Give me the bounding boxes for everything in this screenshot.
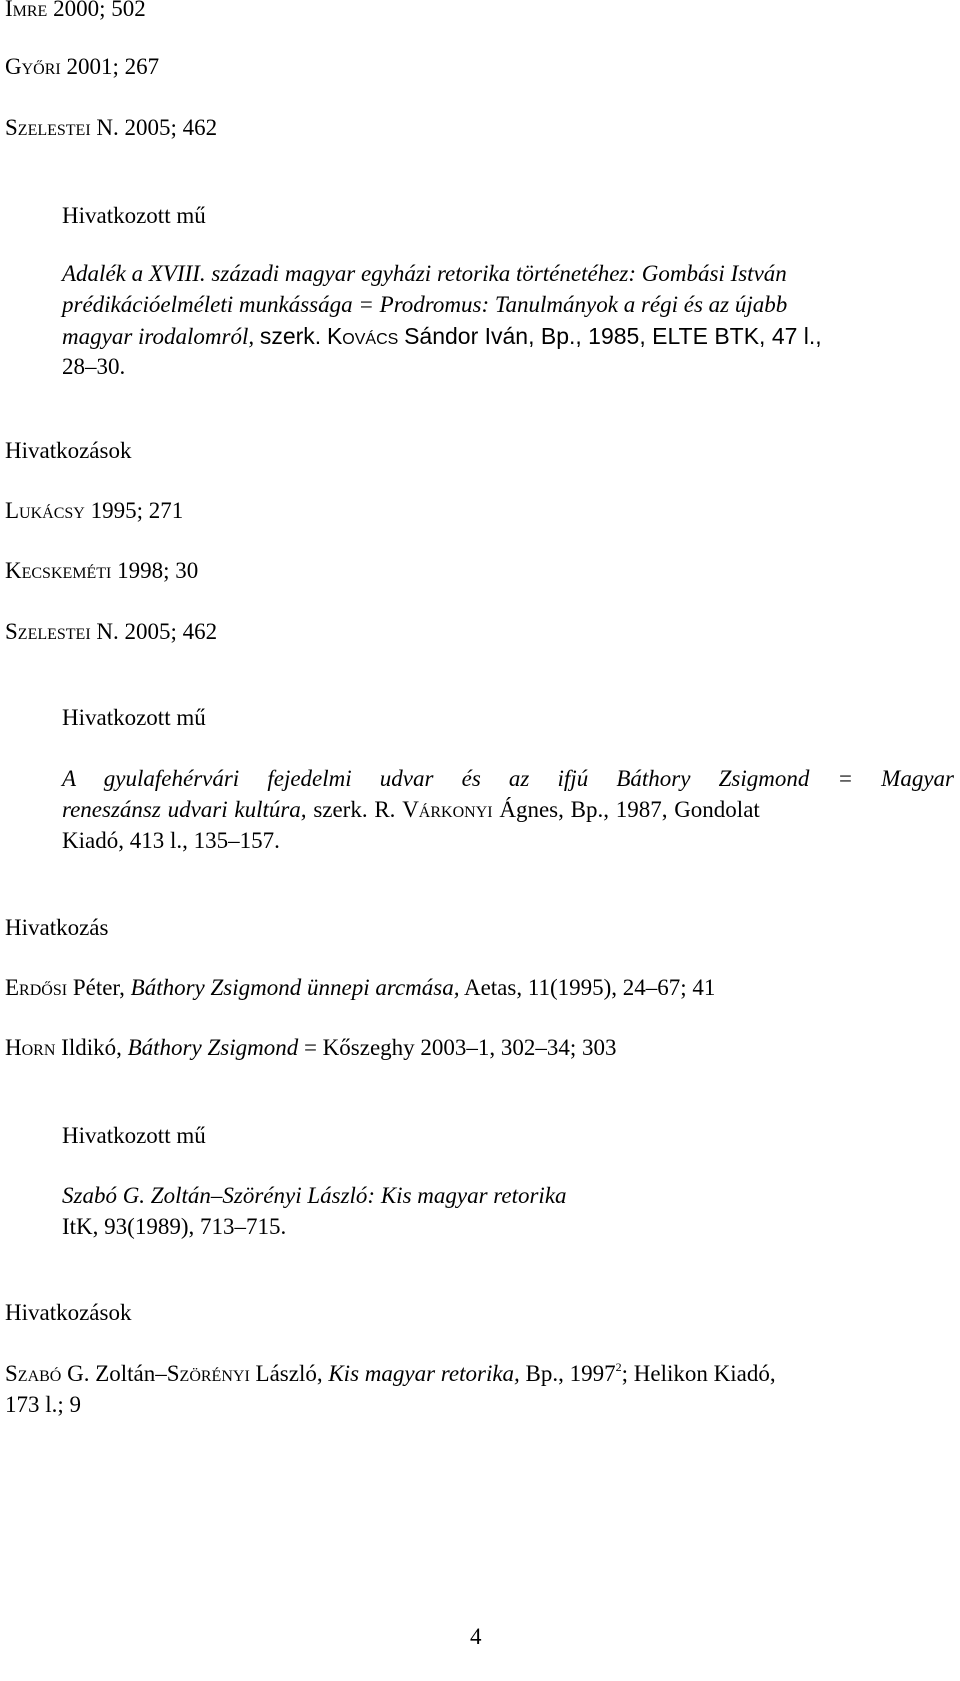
publisher-line: Kiadó, 413 l., 135–157.: [62, 828, 280, 853]
author: Szelestei N.: [5, 115, 119, 140]
section-heading: Hivatkozás: [5, 915, 109, 940]
author: Imre: [5, 0, 48, 21]
editor: Várkonyi: [402, 797, 493, 822]
reference: Szabó G. Zoltán–Szörényi László, Kis magyar retorika, Bp., 1997$^2$; Helikon Kiadó,: [5, 1360, 776, 1386]
reference: [5, 0, 146, 24]
reference: [5, 113, 217, 143]
work-title-line: Szabó G. Zoltán–Szörényi László: Kis magyar retorika: [62, 1183, 567, 1208]
reference: [5, 52, 159, 82]
page-number: 4: [470, 1624, 482, 1649]
citation: 2001; 267: [66, 54, 160, 79]
section-heading: Hivatkozott mű: [62, 705, 206, 730]
reference-continuation: 173 l.; 9: [5, 1392, 82, 1417]
work-title-line: prédikációelméleti munkássága = Prodromus: Tanulmányok a régi és az újabb: [62, 292, 788, 317]
work-title-line: magyar irodalomról, szerk. Kovács Sándor Iván, Bp., 1985, ELTE BTK, 47 l.,: [62, 323, 822, 349]
editor: Kovács: [326, 323, 399, 349]
section-heading: Hivatkozások: [5, 1300, 132, 1325]
edition-superscript: 2: [615, 1360, 622, 1374]
section-heading: Hivatkozott mű: [62, 203, 206, 228]
page-range: 28–30.: [62, 354, 126, 379]
citation: 2005; 462: [124, 115, 218, 140]
work-title-line: reneszánsz udvari kultúra, szerk. R. Várkonyi Ágnes, Bp., 1987, Gondolat: [62, 797, 760, 822]
reference: Kecskeméti 1998; 30: [5, 558, 199, 583]
section-heading: Hivatkozott mű: [62, 1123, 206, 1148]
work-title-line: A gyulafehérvári fejedelmi udvar és az ifjú Báthory Zsigmond = Magyar: [62, 766, 954, 791]
section-heading: Hivatkozások: [5, 438, 132, 463]
publisher-line: ItK, 93(1989), 713–715.: [62, 1214, 287, 1239]
work-title-line: Adalék a XVIII. századi magyar egyházi retorika történetéhez: Gombási István: [62, 261, 787, 286]
citation: 2000; 502: [53, 0, 146, 21]
author: Győri: [5, 54, 61, 79]
reference: Horn Ildikó, Báthory Zsigmond = Kőszeghy 2003–1, 302–34; 303: [5, 1035, 617, 1060]
reference: Erdősi Péter, Báthory Zsigmond ünnepi arcmása, Aetas, 11(1995), 24–67; 41: [5, 975, 716, 1000]
reference: Szelestei N. 2005; 462: [5, 619, 218, 644]
reference: Lukácsy 1995; 271: [5, 498, 184, 523]
